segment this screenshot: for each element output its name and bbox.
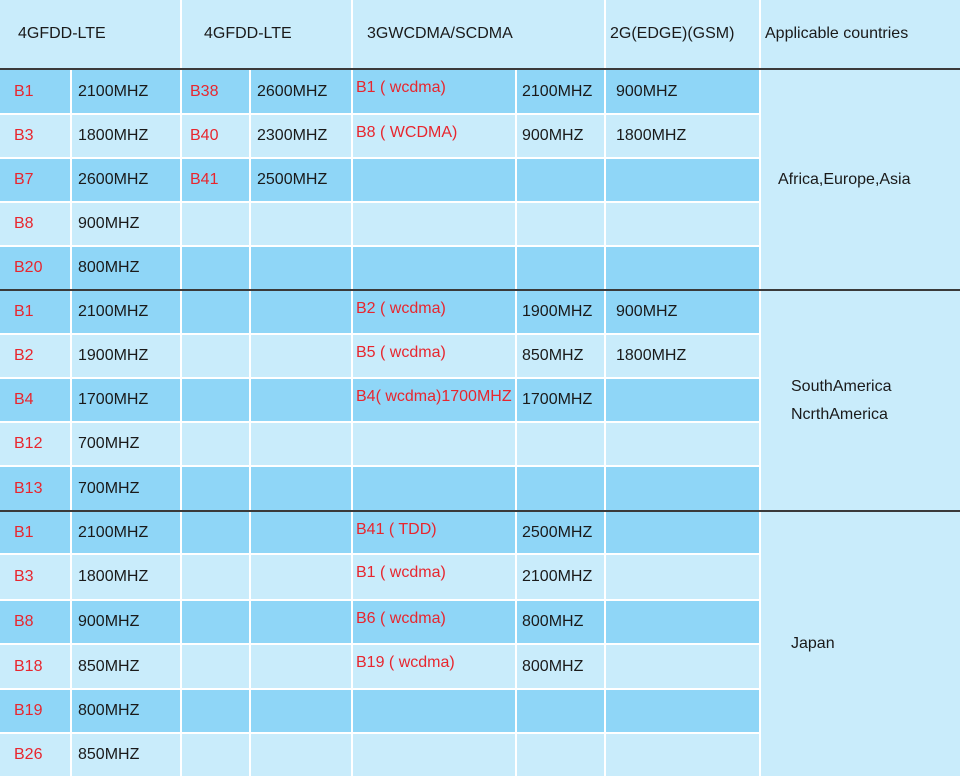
frequency-cell: 850MHZ (517, 335, 604, 377)
frequency-cell: 1800MHZ (606, 335, 759, 377)
frequency-cell (251, 645, 351, 688)
frequency-cell: 850MHZ (72, 645, 180, 688)
frequency-cell (606, 467, 759, 510)
frequency-cell: 2500MHZ (251, 159, 351, 201)
frequency-cell: 1700MHZ (72, 379, 180, 421)
frequency-cell: 800MHZ (517, 645, 604, 688)
frequency-cell (251, 423, 351, 465)
band-cell (182, 203, 249, 245)
band-cell (182, 423, 249, 465)
band-cell: B41 (182, 159, 249, 201)
band-cell: B8 (0, 601, 70, 643)
frequency-cell: 800MHZ (72, 690, 180, 732)
frequency-cell: 2100MHZ (72, 70, 180, 113)
band-cell (353, 423, 515, 465)
band-cell: B12 (0, 423, 70, 465)
band-cell: B18 (0, 645, 70, 688)
band-cell: B8 ( WCDMA) (353, 115, 515, 157)
band-cell (353, 159, 515, 201)
band-cell (353, 247, 515, 289)
frequency-cell (251, 601, 351, 643)
country-label: Japan (791, 635, 835, 652)
frequency-cell (606, 690, 759, 732)
band-cell: B41 ( TDD) (353, 512, 515, 553)
frequency-cell (606, 555, 759, 599)
frequency-cell (517, 690, 604, 732)
band-cell (353, 690, 515, 732)
frequency-cell: 900MHZ (606, 70, 759, 113)
frequency-cell (606, 423, 759, 465)
frequency-cell (517, 159, 604, 201)
frequency-cell (517, 247, 604, 289)
band-cell: B5 ( wcdma) (353, 335, 515, 377)
header-cell: 3GWCDMA/SCDMA (353, 0, 604, 68)
band-cell (353, 203, 515, 245)
band-cell (182, 467, 249, 510)
band-cell: B1 (0, 291, 70, 333)
country-label: NcrthAmerica (791, 405, 888, 423)
band-cell (182, 291, 249, 333)
frequency-cell: 2300MHZ (251, 115, 351, 157)
frequency-cell (251, 291, 351, 333)
band-cell (353, 467, 515, 510)
frequency-cell: 900MHZ (72, 203, 180, 245)
frequency-cell: 850MHZ (72, 734, 180, 776)
frequency-cell (251, 690, 351, 732)
country-label: Africa,Europe,Asia (778, 170, 911, 188)
frequency-cell: 2100MHZ (72, 512, 180, 553)
frequency-cell (606, 159, 759, 201)
country-cell (761, 70, 960, 289)
frequency-cell (606, 512, 759, 553)
frequency-cell: 1900MHZ (72, 335, 180, 377)
band-cell: B4 (0, 379, 70, 421)
band-cell: B8 (0, 203, 70, 245)
country-cell (761, 291, 960, 510)
header-cell: 4GFDD-LTE (0, 0, 180, 68)
band-cell (182, 555, 249, 599)
header-cell: 4GFDD-LTE (182, 0, 351, 68)
band-cell: B6 ( wcdma) (353, 601, 515, 643)
frequency-cell: 900MHZ (606, 291, 759, 333)
frequency-cell: 1800MHZ (606, 115, 759, 157)
country-label: SouthAmerica (791, 377, 892, 395)
band-cell (182, 601, 249, 643)
frequency-cell (251, 467, 351, 510)
frequency-cell (251, 734, 351, 776)
frequency-cell: 700MHZ (72, 423, 180, 465)
frequency-cell: 1800MHZ (72, 115, 180, 157)
frequency-cell (251, 379, 351, 421)
header-cell: 2G(EDGE)(GSM) (606, 0, 759, 68)
band-cell: B1 (0, 70, 70, 113)
frequency-cell: 700MHZ (72, 467, 180, 510)
band-cell: B7 (0, 159, 70, 201)
frequency-cell (251, 247, 351, 289)
frequency-cell: 1900MHZ (517, 291, 604, 333)
frequency-cell (606, 601, 759, 643)
band-cell: B13 (0, 467, 70, 510)
frequency-cell: 800MHZ (72, 247, 180, 289)
band-cell: B26 (0, 734, 70, 776)
frequency-cell: 800MHZ (517, 601, 604, 643)
band-cell: B3 (0, 115, 70, 157)
band-cell: B2 (0, 335, 70, 377)
band-cell: B1 (0, 512, 70, 553)
band-cell (353, 734, 515, 776)
frequency-cell (517, 203, 604, 245)
frequency-cell: 2600MHZ (72, 159, 180, 201)
frequency-cell: 2100MHZ (517, 555, 604, 599)
frequency-cell (606, 247, 759, 289)
band-cell (182, 512, 249, 553)
band-cell (182, 247, 249, 289)
band-cell: B20 (0, 247, 70, 289)
band-cell: B4( wcdma)1700MHZ (353, 379, 515, 421)
frequency-cell: 2600MHZ (251, 70, 351, 113)
frequency-cell (606, 203, 759, 245)
band-cell: B3 (0, 555, 70, 599)
band-cell (182, 379, 249, 421)
frequency-cell (517, 467, 604, 510)
band-cell (182, 690, 249, 732)
frequency-cell: 900MHZ (72, 601, 180, 643)
header-cell: Applicable countries (761, 0, 960, 68)
frequency-cell (517, 734, 604, 776)
frequency-cell (251, 512, 351, 553)
band-cell: B2 ( wcdma) (353, 291, 515, 333)
frequency-cell (606, 379, 759, 421)
frequency-cell (517, 423, 604, 465)
frequency-cell: 2500MHZ (517, 512, 604, 553)
frequency-cell (251, 335, 351, 377)
frequency-cell: 2100MHZ (72, 291, 180, 333)
frequency-cell (606, 645, 759, 688)
band-cell: B40 (182, 115, 249, 157)
band-cell (182, 734, 249, 776)
frequency-cell (251, 203, 351, 245)
band-cell: B19 ( wcdma) (353, 645, 515, 688)
frequency-cell: 1800MHZ (72, 555, 180, 599)
frequency-cell: 1700MHZ (517, 379, 604, 421)
frequency-cell (606, 734, 759, 776)
band-cell: B1 ( wcdma) (353, 555, 515, 599)
frequency-cell: 2100MHZ (517, 70, 604, 113)
band-cell: B1 ( wcdma) (353, 70, 515, 113)
band-cell (182, 335, 249, 377)
country-cell (761, 512, 960, 776)
band-cell: B19 (0, 690, 70, 732)
band-cell (182, 645, 249, 688)
frequency-cell: 900MHZ (517, 115, 604, 157)
frequency-cell (251, 555, 351, 599)
band-cell: B38 (182, 70, 249, 113)
